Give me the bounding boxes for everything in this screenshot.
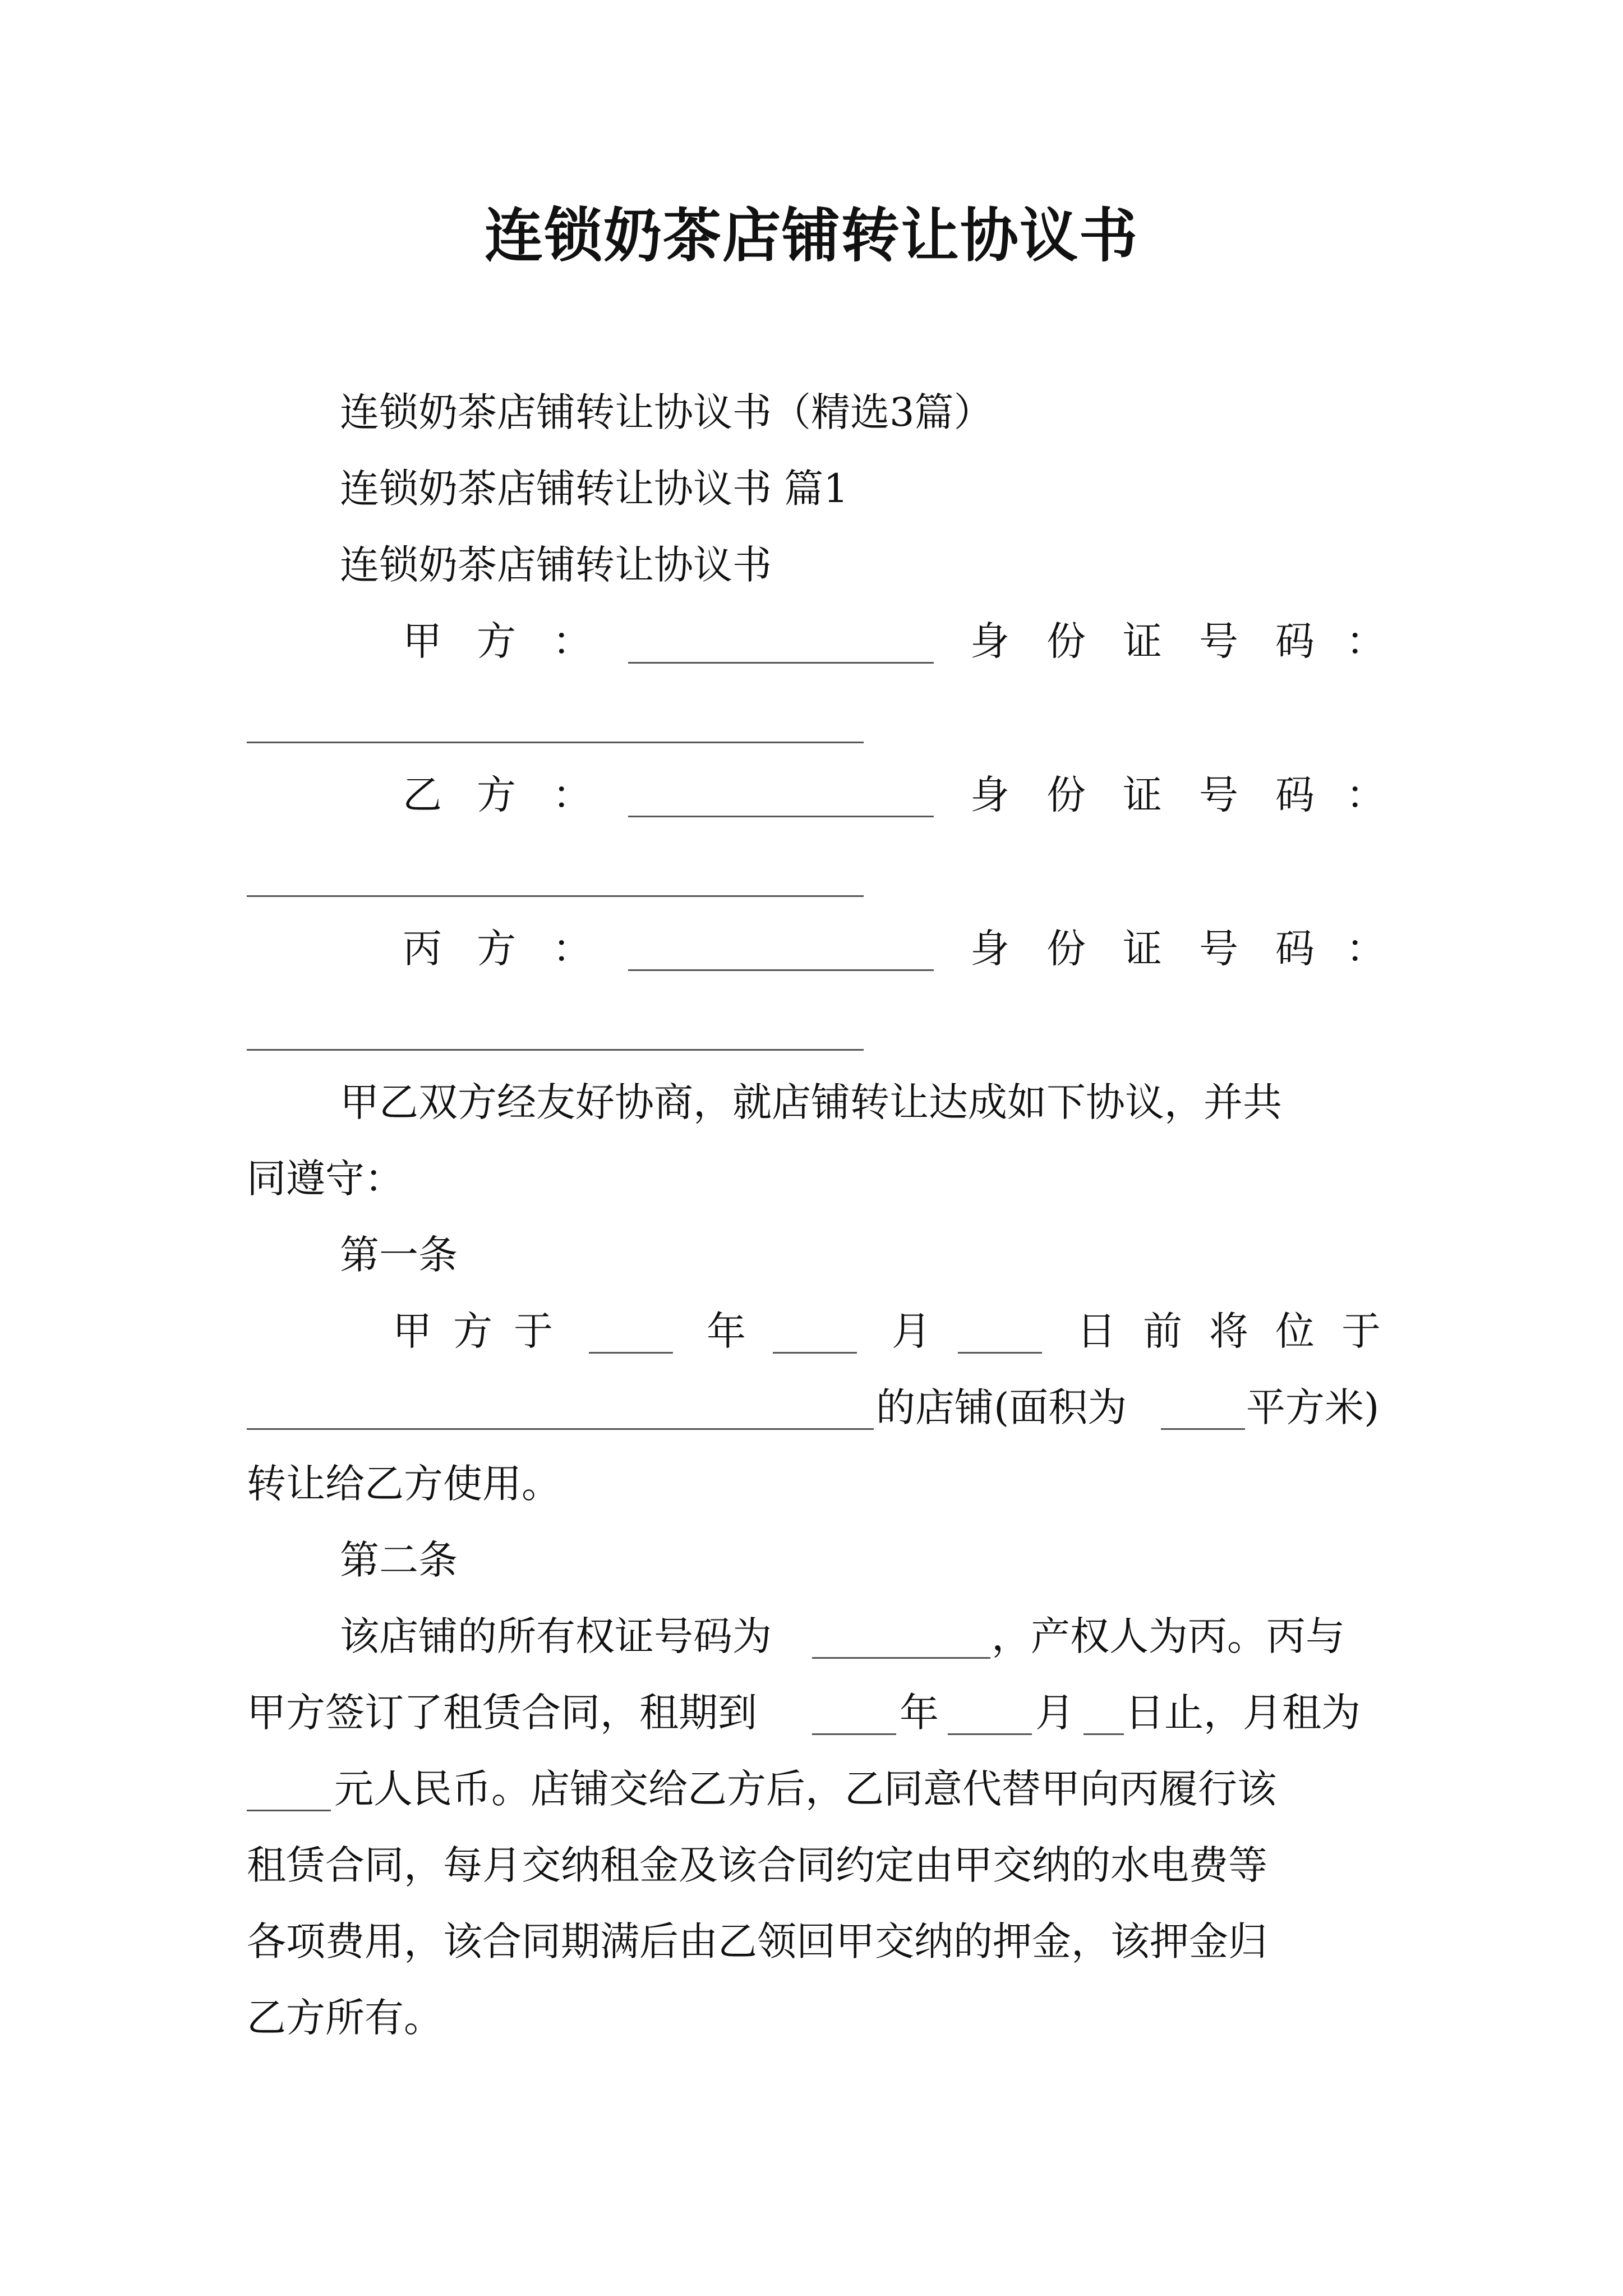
id-char: 码 [1275,772,1315,818]
id-char: 号 [1199,618,1238,664]
year-blank [812,1733,896,1735]
day-blank [958,1352,1042,1354]
article-1-text: 的店铺(面积为 [876,1384,1127,1430]
id-char: 号 [1199,772,1238,818]
area-blank [1161,1428,1245,1430]
id-char: 码 [1275,618,1315,664]
year-blank [589,1352,673,1354]
id-char: 份 [1046,772,1086,818]
document-title: 连锁奶茶店铺转让协议书 [484,201,1138,270]
certificate-blank [812,1657,990,1659]
article-2-text: ，产权人为丙。丙与 [992,1613,1345,1659]
id-colon: ： [1346,772,1385,818]
party-colon: ： [552,772,592,818]
id-char: 证 [1123,926,1162,972]
id-blank [247,1049,864,1051]
article-2-text: 租赁合同，每月交纳租金及该合同约定由甲交纳的水电费等 [247,1842,1267,1888]
id-char: 身 [970,618,1009,664]
subtitle-heading: 连锁奶茶店铺转让协议书 [340,542,772,588]
id-char: 号 [1199,926,1238,972]
article-2-text: 年 [900,1690,939,1736]
id-char: 码 [1275,926,1315,972]
party-label: 乙 [403,772,442,818]
id-char: 身 [970,926,1009,972]
party-label: 甲 [403,618,442,664]
article-2-text: 甲方签订了租赁合同，租期到 [247,1690,757,1736]
year-label: 年 [707,1308,746,1354]
month-blank [948,1733,1032,1735]
intro-paragraph-line: 同遵守： [247,1156,404,1202]
name-blank [628,662,934,664]
party-colon: ： [552,618,592,664]
article-1-char: 甲 [393,1308,432,1354]
id-char: 证 [1123,772,1162,818]
article-2-text: 日止，月租为 [1125,1690,1361,1736]
day-blank [1083,1733,1124,1735]
article-2-text: 月 [1035,1690,1075,1736]
article-2-text: 该店铺的所有权证号码为 [340,1613,772,1659]
month-blank [773,1352,857,1354]
article-1-char: 位 [1275,1308,1315,1354]
id-char: 份 [1046,618,1086,664]
party-label: 丙 [403,926,442,972]
article-2-text: 各项费用，该合同期满后由乙领回甲交纳的押金，该押金归 [247,1918,1267,1964]
article-1-char: 于 [1341,1308,1381,1354]
party-label-suffix: 方 [477,772,516,818]
article-1-text: 转让给乙方使用。 [247,1461,561,1507]
article-2-heading: 第二条 [340,1537,458,1583]
month-label: 月 [892,1308,931,1354]
id-char: 证 [1123,618,1162,664]
subtitle-selected: 连锁奶茶店铺转让协议书（精选3篇） [340,389,993,435]
party-label-suffix: 方 [477,926,516,972]
article-1-char: 日 [1077,1308,1116,1354]
article-1-text: 平方米) [1246,1384,1380,1430]
location-blank [247,1428,874,1430]
article-1-heading: 第一条 [340,1232,458,1278]
article-2-text: 乙方所有。 [247,1995,443,2041]
article-1-char: 方 [453,1308,492,1354]
id-colon: ： [1346,926,1385,972]
subtitle-part: 连锁奶茶店铺转让协议书 篇1 [340,466,849,512]
party-colon: ： [552,926,592,972]
article-1-char: 将 [1209,1308,1248,1354]
party-label-suffix: 方 [477,618,516,664]
name-blank [628,969,934,971]
id-char: 身 [970,772,1009,818]
rent-blank [247,1810,331,1811]
id-colon: ： [1346,618,1385,664]
id-blank [247,742,864,743]
article-2-text: 元人民币。店铺交给乙方后，乙同意代替甲向丙履行该 [334,1766,1276,1812]
id-blank [247,895,864,897]
article-1-char: 于 [514,1308,553,1354]
intro-paragraph-line: 甲乙双方经友好协商，就店铺转让达成如下协议，并共 [340,1079,1282,1125]
id-char: 份 [1046,926,1086,972]
name-blank [628,816,934,817]
article-1-char: 前 [1143,1308,1182,1354]
